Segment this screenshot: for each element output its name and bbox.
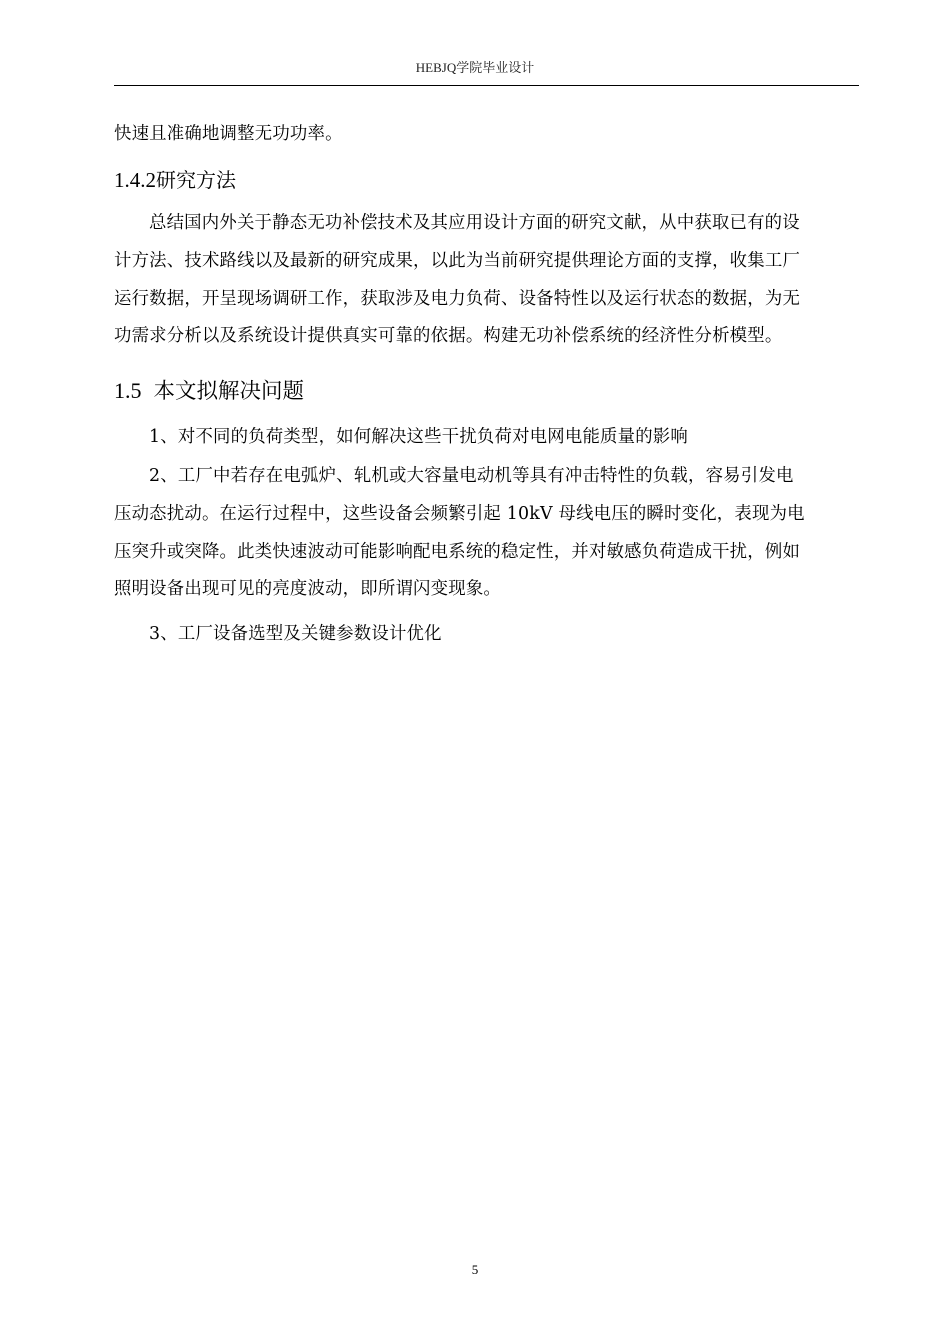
paragraph-line: 照明设备出现可见的亮度波动，即所谓闪变现象。 — [114, 579, 501, 600]
paragraph-line: 运行数据，开呈现场调研工作，获取涉及电力负荷、设备特性以及运行状态的数据，为无 — [114, 288, 801, 309]
header-divider — [114, 85, 859, 86]
problem-item-1 — [114, 419, 859, 457]
problem-item-2 — [114, 458, 859, 609]
research-method-paragraph — [114, 205, 859, 356]
paragraph-line: 压突升或突降。此类快速波动可能影响配电系统的稳定性，并对敏感负荷造成干扰，例如 — [114, 541, 801, 562]
paragraph-line: 2、工厂中若存在电弧炉、轧机或大容量电动机等具有冲击特性的负载，容易引发电 — [149, 466, 794, 486]
section-number: 1.4.2 — [114, 168, 156, 192]
section-heading-1-4-2 — [114, 163, 236, 197]
page-number: 5 — [471, 1262, 479, 1277]
paragraph-line: 1、对不同的负荷类型，如何解决这些干扰负荷对电网电能质量的影响 — [149, 427, 688, 447]
paragraph-line: 总结国内外关于静态无功补偿技术及其应用设计方面的研究文献，从中获取已有的设 — [149, 213, 800, 233]
running-header: HEBJQ学院毕业设计 — [415, 60, 535, 75]
section-title: 研究方法 — [156, 168, 236, 192]
paragraph-line: 计方法、技术路线以及最新的研究成果，以此为当前研究提供理论方面的支撑，收集工厂 — [114, 250, 801, 271]
paragraph-line: 3、工厂设备选型及关键参数设计优化 — [149, 624, 442, 644]
section-title: 本文拟解决问题 — [153, 379, 305, 404]
continuation-paragraph — [114, 116, 859, 154]
paragraph-line: 压动态扰动。在运行过程中，这些设备会频繁引起 10kV 母线电压的瞬时变化，表现为电 — [114, 503, 805, 524]
paragraph-line: 功需求分析以及系统设计提供真实可靠的依据。构建无功补偿系统的经济性分析模型。 — [114, 326, 783, 347]
section-number: 1.5 — [114, 378, 142, 403]
paragraph-line: 快速且准确地调整无功功率。 — [114, 124, 343, 144]
section-heading-1-5 — [114, 372, 304, 411]
problem-item-3 — [114, 616, 859, 654]
